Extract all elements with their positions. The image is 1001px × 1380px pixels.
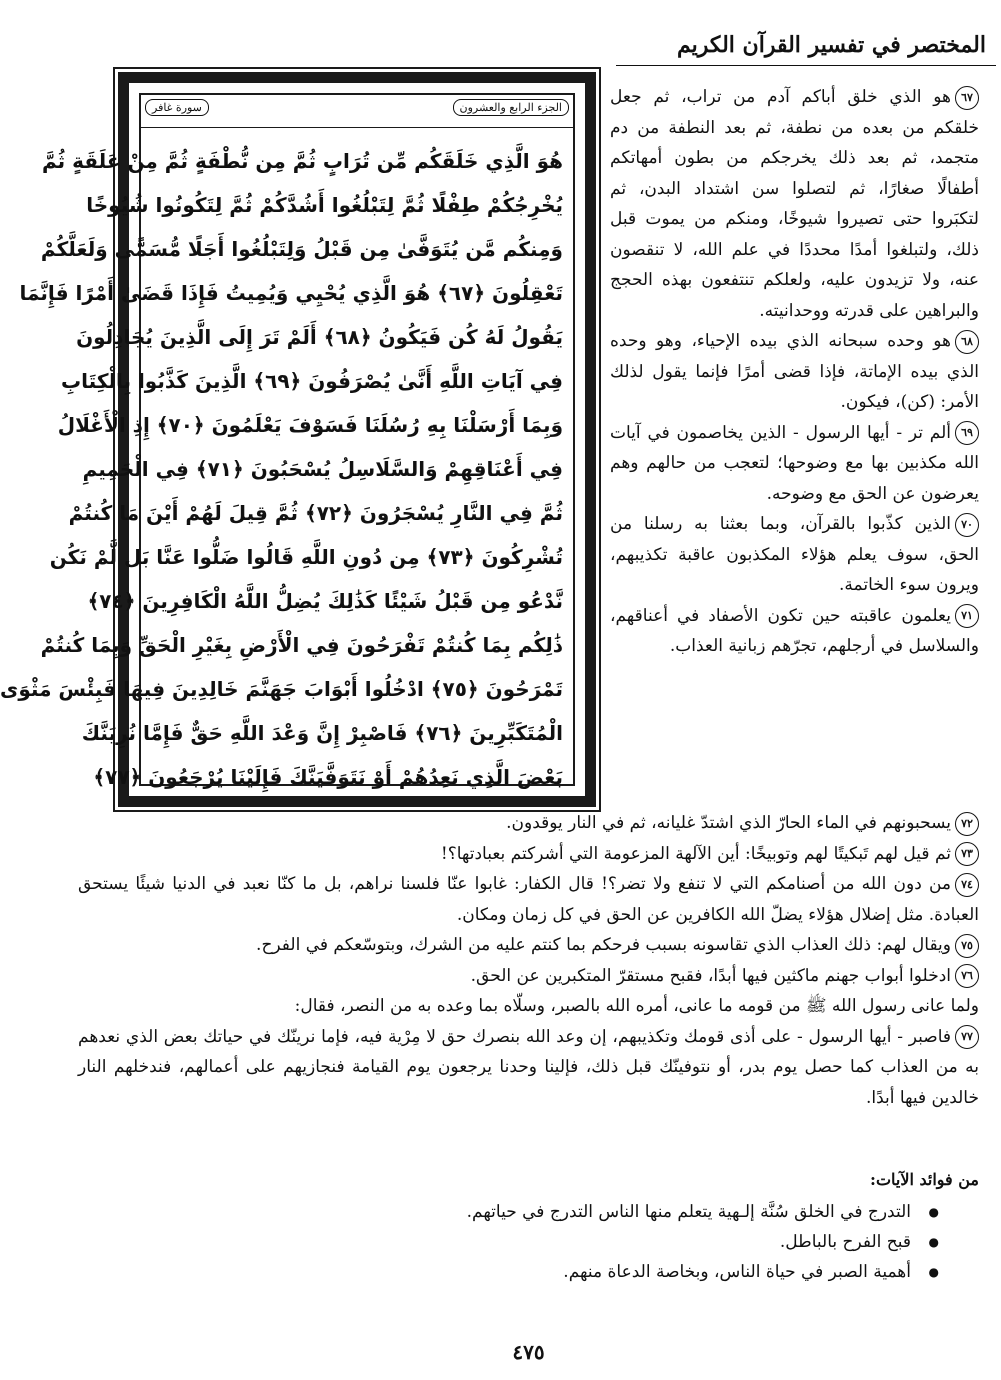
tafsir-bridge: ولما عانى رسول الله ﷺ من قومه ما عانى، أمره الله بالصبر، وسلّاه بما وعده به من النصر، فقال: bbox=[294, 996, 979, 1016]
benefit-item: ● أهمية الصبر في حياة الناس، وبخاصة الدعاة منهم. bbox=[78, 1257, 939, 1287]
tafsir-text: من دون الله من أصنامكم التي لا تنفع ولا تضر؟! قال الكفار: غابوا عنّا فلسنا نراهم، بل ما كنّا نعبد في الدنيا شيئًا يستحق العبادة. مثل إضلال هؤلاء يضلّ الله الكافرين عن الحق في كل زمان ومكان. bbox=[78, 874, 979, 925]
quran-line: فِي آيَاتِ اللَّهِ أَنَّىٰ يُصْرَفُونَ ﴿٦٩﴾ الَّذِينَ كَذَّبُوا بِالْكِتَابِ bbox=[61, 369, 563, 393]
verse-number: ٧١ bbox=[955, 604, 979, 628]
page-number: ٤٧٥ bbox=[512, 1340, 545, 1364]
quran-line: يَقُولُ لَهُ كُن فَيَكُونُ ﴿٦٨﴾ أَلَمْ تَرَ إِلَى الَّذِينَ يُجَادِلُونَ bbox=[76, 325, 563, 349]
quran-line: تَمْرَحُونَ ﴿٧٥﴾ ادْخُلُوا أَبْوَابَ جَهَنَّمَ خَالِدِينَ فِيهَا فَبِئْسَ مَثْوَى bbox=[0, 677, 563, 701]
tafsir-paragraph-77 bbox=[78, 1022, 979, 1114]
page-header bbox=[616, 18, 996, 66]
quran-line: تُشْرِكُونَ ﴿٧٣﴾ مِن دُونِ اللَّهِ قَالُوا ضَلُّوا عَنَّا بَل لَّمْ نَكُن bbox=[49, 545, 563, 569]
verse-number: ٦٩ bbox=[955, 421, 979, 445]
quran-line: ثُمَّ فِي النَّارِ يُسْجَرُونَ ﴿٧٢﴾ ثُمَّ قِيلَ لَهُمْ أَيْنَ مَا كُنتُمْ bbox=[68, 501, 563, 525]
benefits-list bbox=[78, 1197, 939, 1287]
tafsir-paragraph-72 bbox=[78, 808, 979, 839]
quran-line: تَعْقِلُونَ ﴿٦٧﴾ هُوَ الَّذِي يُحْيِي وَيُمِيتُ فَإِذَا قَضَىٰ أَمْرًا فَإِنَّمَا bbox=[19, 281, 563, 305]
tafsir-text: الذين كذّبوا بالقرآن، وبما بعثنا به رسلنا من الحق، سوف يعلم هؤلاء المكذبون عاقبة تكذيبهم، ويرون سوء الخاتمة. bbox=[610, 514, 979, 595]
verse-number: ٧٠ bbox=[955, 513, 979, 537]
benefits-heading: من فوائد الآيات: bbox=[870, 1170, 979, 1189]
benefit-item: ● التدرج في الخلق سُنَّة إلـهية يتعلم منها الناس التدرج في حياتهم. bbox=[78, 1197, 939, 1227]
tafsir-side-column bbox=[610, 82, 979, 662]
tafsir-paragraph-73 bbox=[78, 839, 979, 870]
verse-number: ٦٧ bbox=[955, 86, 979, 110]
benefits-section bbox=[78, 1165, 979, 1287]
tafsir-paragraph-71 bbox=[610, 601, 979, 662]
quran-line: هُوَ الَّذِي خَلَقَكُم مِّن تُرَابٍ ثُمَّ مِن نُّطْفَةٍ ثُمَّ مِنْ عَلَقَةٍ ثُمَّ bbox=[41, 149, 563, 173]
verse-number: ٧٤ bbox=[955, 873, 979, 897]
tafsir-paragraph-75 bbox=[78, 930, 979, 961]
tafsir-paragraph-70 bbox=[610, 509, 979, 601]
verse-number: ٧٢ bbox=[955, 812, 979, 836]
quran-line: فِي أَعْنَاقِهِمْ وَالسَّلَاسِلُ يُسْحَبُونَ ﴿٧١﴾ فِي الْحَمِيمِ bbox=[82, 457, 563, 481]
tafsir-text: فاصبر - أيها الرسول - على أذى قومك وتكذيبهم، إن وعد الله بنصرك حق لا مِرْية فيه، فإما نرينّك في حياتك بعض الذي نعدهم به من العذاب كما حصل يوم بدر، أو نتوفينّك قبل ذلك، فإلينا وحدنا يرجعون يوم القيامة فنجازيهم على أعمالهم، فندخلهم النار خالدين فيها أبدًا. bbox=[78, 1026, 979, 1108]
verse-number: ٧٧ bbox=[955, 1025, 979, 1049]
tafsir-paragraph-76 bbox=[78, 961, 979, 992]
tafsir-text: يسحبونهم في الماء الحارّ الذي اشتدّ غليانه، ثم في النار يوقدون. bbox=[506, 813, 951, 833]
tafsir-text: هو الذي خلق أباكم آدم من تراب، ثم جعل خلقكم من بعده من نطفة، ثم بعد النطفة من دم متجمد، ثم بعد ذلك يخرجكم من بطون أمهاتكم أطفالًا صغارًا، ثم لتصلوا سن اشتداد البدن، ثم لتكبَروا حتى تصيروا شيوخًا، ومنكم من يموت قبل ذلك، ولتبلغوا أمدًا محددًا في علم الله، لا تنقصون عنه، ولا تزيدون عليه، ولعلكم تنتفعون بهذه الحجج والبراهين على قدرته ووحدانيته. bbox=[610, 87, 979, 321]
tafsir-paragraph-69 bbox=[610, 418, 979, 510]
verse-number: ٧٣ bbox=[955, 842, 979, 866]
quran-line: وَبِمَا أَرْسَلْنَا بِهِ رُسُلَنَا فَسَوْفَ يَعْلَمُونَ ﴿٧٠﴾ إِذِ الْأَغْلَالُ bbox=[57, 413, 563, 437]
verse-number: ٧٥ bbox=[955, 934, 979, 958]
frame-labels bbox=[141, 95, 573, 128]
surah-label: سورة غافر bbox=[145, 99, 209, 116]
tafsir-paragraph-67 bbox=[610, 82, 979, 326]
quran-line: نَّدْعُو مِن قَبْلُ شَيْئًا كَذَٰلِكَ يُضِلُّ اللَّهُ الْكَافِرِينَ ﴿٧٤﴾ bbox=[87, 589, 563, 613]
tafsir-text: هو وحده سبحانه الذي بيده الإحياء، وهو وحده الذي بيده الإماتة، فإذا قضى أمرًا فإنما يقول لذلك الأمر: (كن)، فيكون. bbox=[610, 331, 979, 412]
tafsir-paragraph-74 bbox=[78, 869, 979, 930]
verse-number: ٧٦ bbox=[955, 964, 979, 988]
tafsir-text: يعلمون عاقبته حين تكون الأصفاد في أعناقهم، والسلاسل في أرجلهم، تجرّهم زبانية العذاب. bbox=[610, 605, 979, 656]
quran-line: بَعْضَ الَّذِي نَعِدُهُمْ أَوْ نَتَوَفَّيَنَّكَ فَإِلَيْنَا يُرْجَعُونَ ﴿٧٧﴾ bbox=[93, 765, 563, 789]
quran-line: ذَٰلِكُم بِمَا كُنتُمْ تَفْرَحُونَ فِي الْأَرْضِ بِغَيْرِ الْحَقِّ وَبِمَا كُنتُمْ bbox=[40, 633, 563, 657]
juz-label: الجزء الرابع والعشرون bbox=[453, 99, 570, 116]
tafsir-text: ألم تر - أيها الرسول - الذين يخاصمون في آيات الله مكذبين بها مع وضوحها؛ لتعجب من حالهم وهم يعرضون عن الحق مع وضوحه. bbox=[610, 422, 979, 504]
quran-line: الْمُتَكَبِّرِينَ ﴿٧٦﴾ فَاصْبِرْ إِنَّ وَعْدَ اللَّهِ حَقٌّ فَإِمَّا نُرِيَنَّكَ bbox=[81, 721, 563, 745]
quran-lines bbox=[0, 139, 563, 799]
header-rule bbox=[616, 65, 996, 66]
tafsir-text: ويقال لهم: ذلك العذاب الذي تقاسونه بسبب فرحكم بما كنتم عليه من الشرك، وبتوسّعكم في الفرح. bbox=[256, 935, 951, 955]
quran-line: يُخْرِجُكُمْ طِفْلًا ثُمَّ لِتَبْلُغُوا أَشُدَّكُمْ ثُمَّ لِتَكُونُوا شُيُوخًا bbox=[86, 193, 563, 217]
tafsir-paragraph-68 bbox=[610, 326, 979, 418]
tafsir-text: ثم قيل لهم تَبكيتًا لهم وتوبيخًا: أين الآلهة المزعومة التي أشركتم بعبادتها؟! bbox=[440, 843, 951, 864]
tafsir-full-width bbox=[78, 808, 979, 1113]
quran-frame bbox=[0, 72, 596, 807]
verse-number: ٦٨ bbox=[955, 330, 979, 354]
benefit-item: ● قبح الفرح بالباطل. bbox=[78, 1227, 939, 1257]
quran-line: وَمِنكُم مَّن يُتَوَفَّىٰ مِن قَبْلُ وَلِتَبْلُغُوا أَجَلًا مُّسَمًّى وَلَعَلَّكُمْ bbox=[40, 237, 563, 261]
tafsir-text: ادخلوا أبواب جهنم ماكثين فيها أبدًا، فقبح مستقرّ المتكبرين عن الحق. bbox=[470, 965, 951, 986]
book-title: المختصر في تفسير القرآن الكريم bbox=[677, 32, 986, 58]
quran-frame-inner bbox=[0, 93, 575, 789]
